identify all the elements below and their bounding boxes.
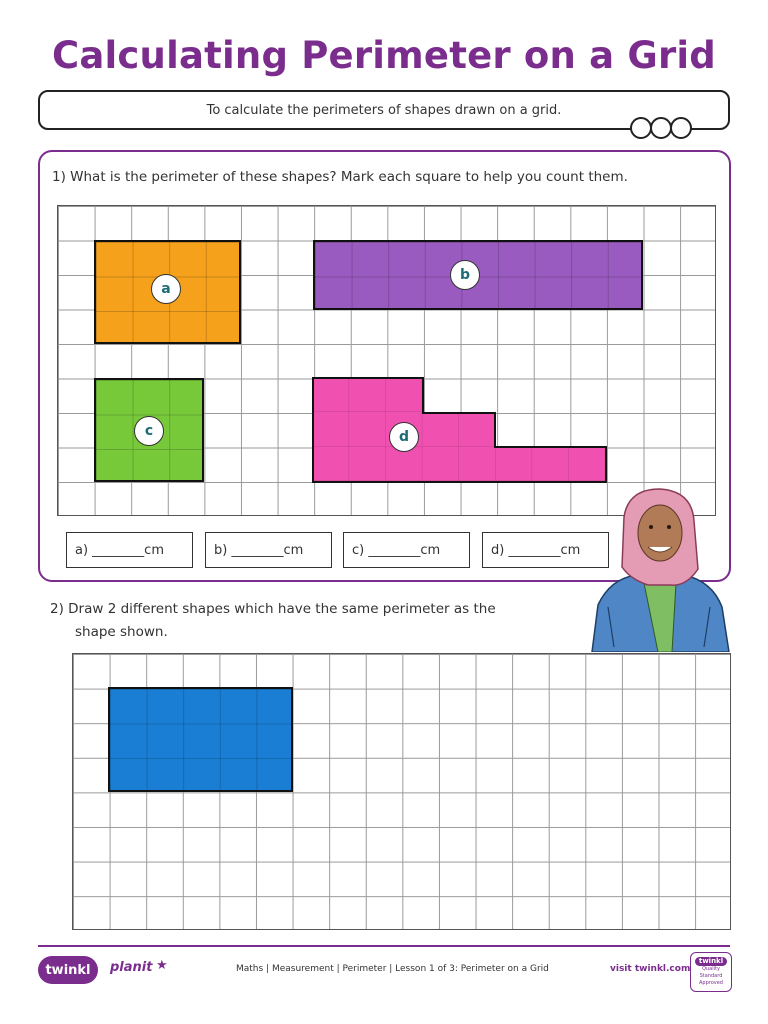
badge-title: twinkl: [695, 957, 727, 966]
question-2-line-2: shape shown.: [75, 624, 168, 640]
dot-icon: [630, 117, 652, 139]
objective-text: To calculate the perimeters of shapes drawn on a grid.: [206, 102, 562, 118]
footer-divider: [38, 945, 730, 947]
footer-breadcrumb: Maths | Measurement | Perimeter | Lesson 1 of 3: Perimeter on a Grid: [236, 964, 549, 974]
question-1-grid[interactable]: [57, 205, 716, 516]
student-illustration: [584, 487, 732, 652]
answer-box-b[interactable]: b) ________cm: [205, 532, 332, 568]
shape-example: [108, 687, 293, 792]
shape-d: [312, 377, 608, 484]
dot-icon: [670, 117, 692, 139]
dot-icon: [650, 117, 672, 139]
visit-link[interactable]: visit twinkl.com: [610, 964, 691, 974]
question-2-grid[interactable]: [72, 653, 731, 930]
learning-objective: [38, 90, 730, 130]
answer-box-c[interactable]: c) ________cm: [343, 532, 470, 568]
quality-badge: [690, 952, 732, 992]
decorative-dots: [630, 117, 690, 139]
twinkl-logo[interactable]: twinkl: [38, 956, 98, 984]
shape-a-label: a: [151, 274, 181, 304]
planit-logo: planit: [110, 960, 153, 975]
question-1-text: 1) What is the perimeter of these shapes? Mark each square to help you count them.: [52, 169, 628, 185]
badge-text: Quality Standard Approved: [699, 966, 723, 986]
shape-d-label: d: [389, 422, 419, 452]
page-title: Calculating Perimeter on a Grid: [52, 34, 716, 77]
answer-box-d[interactable]: d) ________cm: [482, 532, 609, 568]
shape-c-label: c: [134, 416, 164, 446]
shape-b-label: b: [450, 260, 480, 290]
star-icon: ★: [156, 958, 168, 973]
question-2-line-1: 2) Draw 2 different shapes which have the same perimeter as the: [50, 601, 496, 617]
answer-box-a[interactable]: a) ________cm: [66, 532, 193, 568]
